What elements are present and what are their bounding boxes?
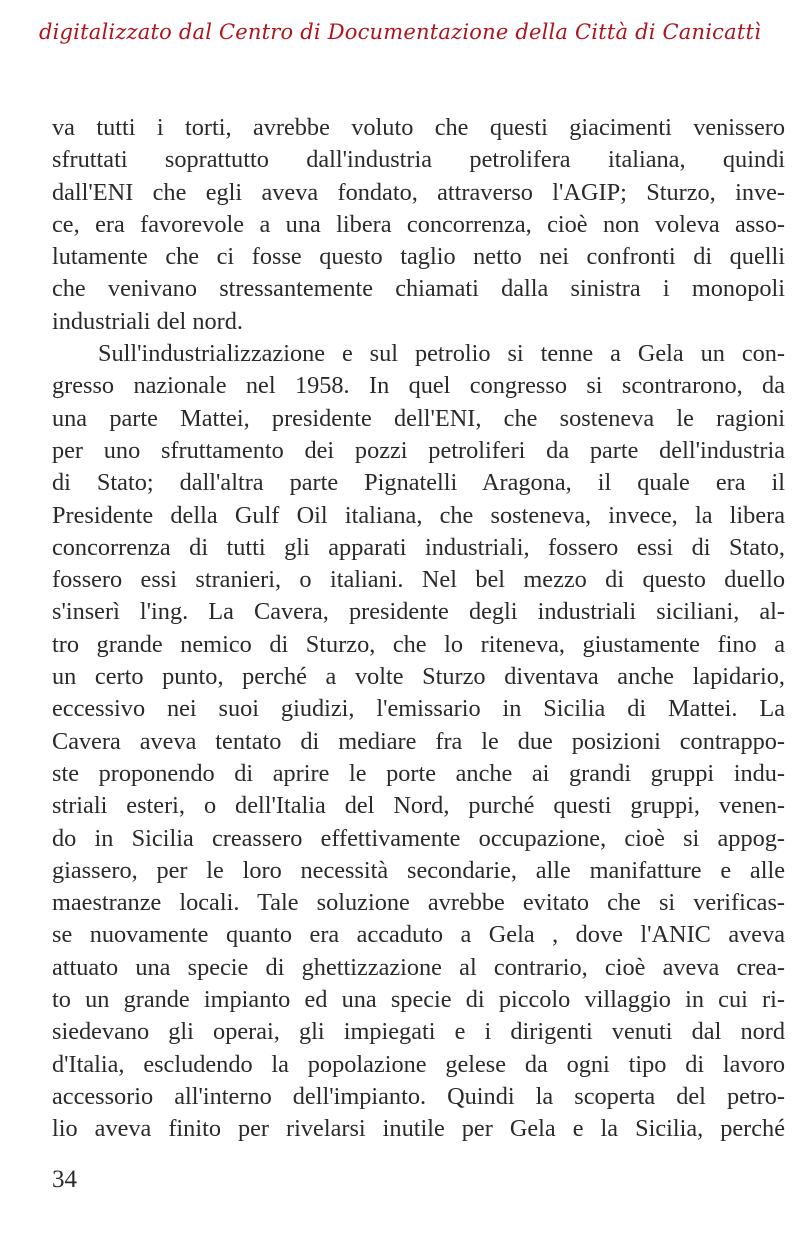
text-line: se nuovamente quanto era accaduto a Gela , dove l'ANIC aveva xyxy=(52,921,785,949)
text-line: maestranze locali. Tale soluzione avrebbe evitato che si verificas- xyxy=(52,889,785,917)
text-line: striali esteri, o dell'Italia del Nord, purché questi gruppi, venen- xyxy=(52,792,785,820)
text-line: di Stato; dall'altra parte Pignatelli Aragona, il quale era il xyxy=(52,469,785,497)
text-line: d'Italia, escludendo la popolazione gelese da ogni tipo di lavoro xyxy=(52,1050,785,1078)
digitization-watermark: digitalizzato dal Centro di Documentazione della Città di Canicattì xyxy=(38,20,762,44)
text-line: ce, era favorevole a una libera concorrenza, cioè non voleva asso- xyxy=(52,210,785,238)
text-line: lutamente che ci fosse questo taglio netto nei confronti di quelli xyxy=(52,243,785,271)
text-line: per uno sfruttamento dei pozzi petroliferi da parte dell'industria xyxy=(52,436,785,464)
text-line: ste proponendo di aprire le porte anche ai grandi gruppi indu- xyxy=(52,759,785,787)
text-line: Cavera aveva tentato di mediare fra le due posizioni contrappo- xyxy=(52,727,785,755)
text-line: Sull'industrializzazione e sul petrolio si tenne a Gela un con- xyxy=(98,340,785,368)
page-number: 34 xyxy=(52,1166,77,1193)
text-line: un certo punto, perché a volte Sturzo diventava anche lapidario, xyxy=(52,663,785,691)
body-text xyxy=(52,112,785,1146)
text-line: s'inserì l'ing. La Cavera, presidente degli industriali siciliani, al- xyxy=(52,598,785,626)
text-line: do in Sicilia creassero effettivamente occupazione, cioè si appog- xyxy=(52,824,785,852)
text-line: giassero, per le loro necessità secondarie, alle manifatture e alle xyxy=(52,856,785,884)
text-line: siedevano gli operai, gli impiegati e i dirigenti venuti dal nord xyxy=(52,1018,785,1046)
text-line: industriali del nord. xyxy=(52,307,243,335)
text-line: tro grande nemico di Sturzo, che lo riteneva, giustamente fino a xyxy=(52,630,785,658)
text-line: va tutti i torti, avrebbe voluto che questi giacimenti venissero xyxy=(52,114,785,141)
text-line: accessorio all'interno dell'impianto. Quindi la scoperta del petro- xyxy=(52,1082,785,1110)
text-line: Presidente della Gulf Oil italiana, che sosteneva, invece, la libera xyxy=(52,501,785,529)
text-line: to un grande impianto ed una specie di piccolo villaggio in cui ri- xyxy=(52,986,785,1014)
text-line: concorrenza di tutti gli apparati industriali, fossero essi di Stato, xyxy=(52,533,785,561)
text-line: una parte Mattei, presidente dell'ENI, che sosteneva le ragioni xyxy=(52,404,785,432)
text-line: eccessivo nei suoi giudizi, l'emissario in Sicilia di Mattei. La xyxy=(52,695,785,723)
text-line: attuato una specie di ghettizzazione al contrario, cioè aveva crea- xyxy=(52,953,785,981)
text-line: fossero essi stranieri, o italiani. Nel bel mezzo di questo duello xyxy=(52,566,785,594)
text-line: lio aveva finito per rivelarsi inutile per Gela e la Sicilia, perché xyxy=(52,1115,785,1143)
text-line: che venivano stressantemente chiamati dalla sinistra i monopoli xyxy=(52,275,785,303)
text-line: sfruttati soprattutto dall'industria petrolifera italiana, quindi xyxy=(52,146,785,174)
text-line: dall'ENI che egli aveva fondato, attraverso l'AGIP; Sturzo, inve- xyxy=(52,178,785,206)
text-line: gresso nazionale nel 1958. In quel congresso si scontrarono, da xyxy=(52,372,785,400)
